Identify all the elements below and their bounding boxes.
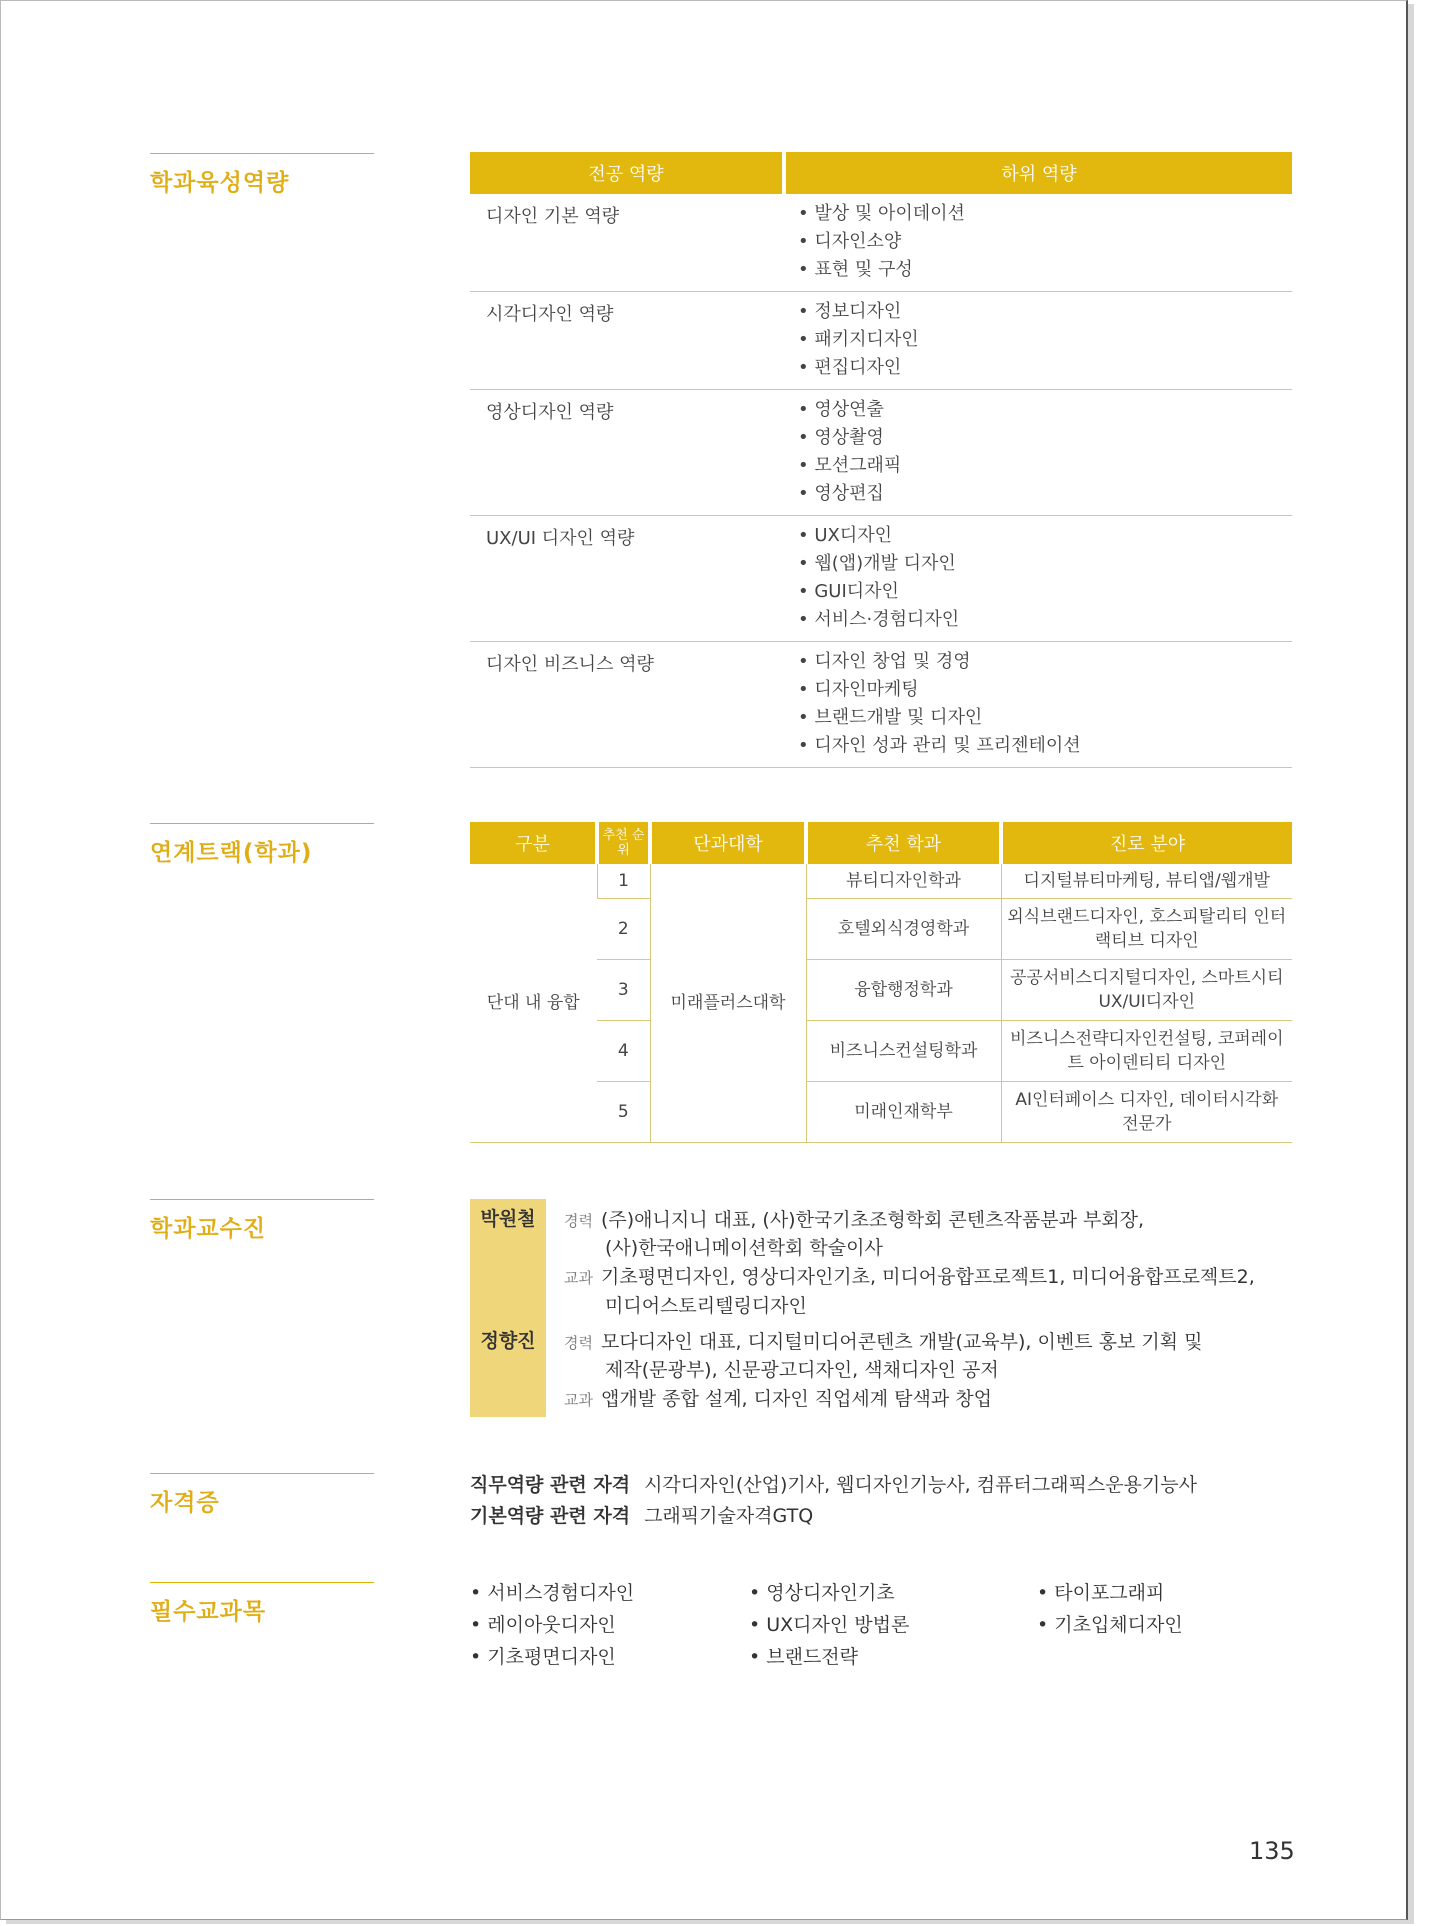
cert-value: 시각디자인(산업)기사, 웹디자인기능사, 컴퓨터그래픽스운용기능사 [644,1474,1197,1496]
competency-sub-item: • 영상편집 [798,483,884,504]
table-row [470,642,1292,768]
professor-career-line [564,1327,1202,1354]
competency-sub-item: • 디자인소양 [798,231,902,252]
cert-value: 그래픽기술자격GTQ [644,1505,814,1527]
track-dept: 뷰티디자인학과 [806,864,1001,899]
competency-table [470,152,1292,768]
competency-sub-item: • 서비스·경험디자인 [798,609,960,630]
career-text-continued: (사)한국애니메이션학회 학술이사 [605,1237,883,1259]
course-item: • UX디자인 방법론 [749,1614,910,1636]
career-text-continued: 제작(문광부), 신문광고디자인, 색채디자인 공저 [605,1359,999,1381]
track-career: 외식브랜드디자인, 호스피탈리티 인터랙티브 디자인 [1001,899,1292,960]
table-row [470,390,1292,516]
track-rank: 5 [597,1082,650,1143]
section-label-competency: 학과육성역량 [150,153,374,197]
header-sub-competency: 하위 역량 [786,152,1292,194]
track-rank: 4 [597,1021,650,1082]
track-rank: 3 [597,960,650,1021]
header-career-field: 진로 분야 [1001,822,1292,864]
course-item: • 서비스경험디자인 [470,1582,635,1604]
competency-sub-item: • UX디자인 [798,525,893,546]
table-row [470,292,1292,390]
competency-sub-item: • 영상연출 [798,399,884,420]
professor-name-column [470,1199,546,1417]
header-recommended-dept: 추천 학과 [806,822,1001,864]
competency-main: 디자인 비즈니스 역량 [486,654,654,675]
professor-course-line [564,1262,1255,1289]
competency-sub-item: • 발상 및 아이데이션 [798,203,965,224]
competency-sub-item: • 디자인마케팅 [798,679,919,700]
track-career: 공공서비스디지털디자인, 스마트시티UX/UI디자인 [1001,960,1292,1021]
competency-sub-item: • 디자인 창업 및 경영 [798,651,971,672]
professor-name: 박원철 [480,1208,536,1230]
competency-subs [786,292,1292,389]
track-table [470,822,1292,1143]
course-item: • 타이포그래피 [1037,1582,1165,1604]
professor-course-line [564,1384,992,1411]
professor-name: 정향진 [480,1330,536,1352]
track-table-header [470,822,1292,864]
track-dept: 융합행정학과 [806,960,1001,1021]
track-dept: 미래인재학부 [806,1082,1001,1143]
track-career: 비즈니스전략디자인컨설팅, 코퍼레이트 아이덴티티 디자인 [1001,1021,1292,1082]
header-major-competency: 전공 역량 [470,152,782,194]
career-tag: 경력 [564,1334,593,1352]
section-label-certs: 자격증 [150,1473,374,1517]
course-tag: 교과 [564,1391,593,1409]
section-label-track: 연계트랙(학과) [150,823,374,867]
course-text-continued: 미디어스토리텔링디자인 [605,1295,807,1317]
competency-table-header [470,152,1292,194]
competency-subs [786,390,1292,515]
table-row [470,864,1292,899]
header-category: 구분 [470,822,597,864]
course-item: • 영상디자인기초 [749,1582,895,1604]
competency-subs [786,642,1292,767]
track-career: AI인터페이스 디자인, 데이터시각화 전문가 [1001,1082,1292,1143]
career-tag: 경력 [564,1212,593,1230]
cert-row [470,1470,1197,1497]
table-row [470,516,1292,642]
competency-sub-item: • 브랜드개발 및 디자인 [798,707,983,728]
competency-sub-item: • 영상촬영 [798,427,884,448]
competency-sub-item: • 디자인 성과 관리 및 프리젠테이션 [798,735,1081,756]
course-item: • 기초입체디자인 [1037,1614,1183,1636]
competency-sub-item: • GUI디자인 [798,581,899,602]
course-tag: 교과 [564,1269,593,1287]
course-text: 앱개발 종합 설계, 디자인 직업세계 탐색과 창업 [600,1388,992,1410]
competency-main: 영상디자인 역량 [486,402,614,423]
course-item: • 기초평면디자인 [470,1646,616,1668]
track-rank: 2 [597,899,650,960]
track-rank: 1 [597,864,650,899]
professor-career-line [564,1205,1144,1232]
track-category: 단대 내 융합 [470,864,597,1143]
header-college: 단과대학 [650,822,806,864]
career-text: 모다디자인 대표, 디지털미디어콘텐츠 개발(교육부), 이벤트 홍보 기획 및 [600,1331,1203,1353]
course-item: • 레이아웃디자인 [470,1614,616,1636]
cert-row [470,1501,813,1528]
competency-sub-item: • 모션그래픽 [798,455,902,476]
competency-sub-item: • 정보디자인 [798,301,902,322]
page-number: 135 [1249,1837,1295,1865]
cert-label: 직무역량 관련 자격 [470,1474,631,1496]
competency-subs [786,516,1292,641]
competency-sub-item: • 패키지디자인 [798,329,919,350]
competency-subs [786,194,1292,291]
course-item: • 브랜드전략 [749,1646,859,1668]
competency-sub-item: • 웹(앱)개발 디자인 [798,553,956,574]
career-text: (주)애니지니 대표, (사)한국기초조형학회 콘텐츠작품분과 부회장, [600,1209,1145,1231]
competency-main: UX/UI 디자인 역량 [486,528,635,549]
track-college: 미래플러스대학 [650,864,806,1143]
competency-main: 시각디자인 역량 [486,304,614,325]
competency-main: 디자인 기본 역량 [486,206,620,227]
track-dept: 호텔외식경영학과 [806,899,1001,960]
cert-label: 기본역량 관련 자격 [470,1505,631,1527]
track-career: 디지털뷰티마케팅, 뷰티앱/웹개발 [1001,864,1292,899]
section-label-courses: 필수교과목 [150,1582,374,1626]
table-row [470,194,1292,292]
section-label-professors: 학과교수진 [150,1199,374,1243]
competency-sub-item: • 편집디자인 [798,357,902,378]
header-rank: 추천 순위 [597,822,650,864]
track-dept: 비즈니스컨설팅학과 [806,1021,1001,1082]
competency-sub-item: • 표현 및 구성 [798,259,913,280]
course-text: 기초평면디자인, 영상디자인기초, 미디어융합프로젝트1, 미디어융합프로젝트2, [600,1266,1255,1288]
